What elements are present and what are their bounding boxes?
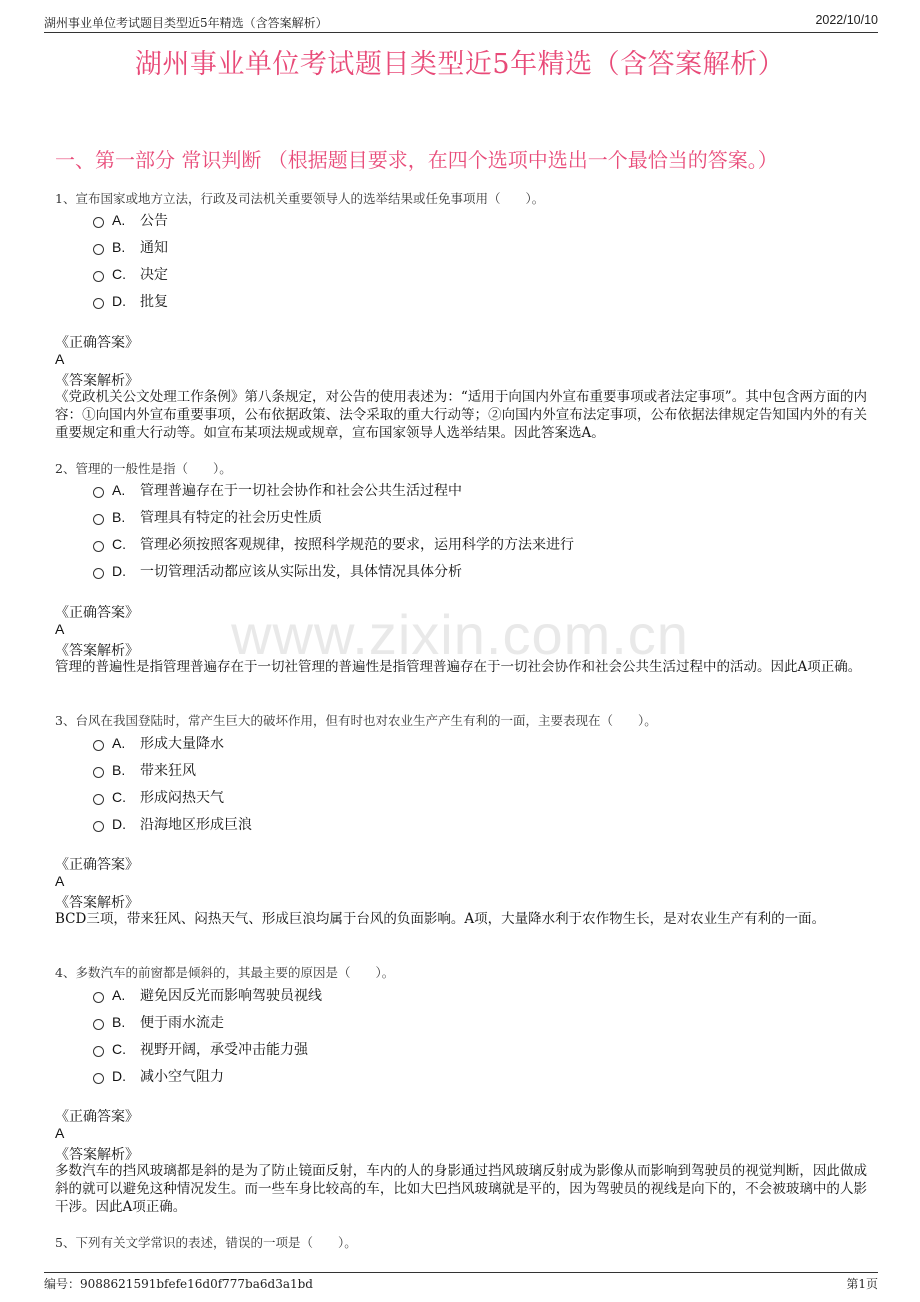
option-item[interactable]: [93, 1039, 308, 1059]
radio-icon[interactable]: [93, 992, 104, 1003]
option-item[interactable]: [93, 237, 168, 257]
option-item[interactable]: [93, 760, 196, 780]
option-text: 一切管理活动都应该从实际出发，具体情况具体分析: [140, 564, 462, 580]
question-stem: 1、宣布国家或地方立法，行政及司法机关重要领导人的选举结果或任免事项用（ ）。: [55, 191, 545, 206]
question-stem: 4、多数汽车的前窗都是倾斜的，其最主要的原因是（ ）。: [55, 965, 395, 980]
option-text: 带来狂风: [140, 763, 196, 779]
radio-icon[interactable]: [93, 541, 104, 552]
option-letter: C.: [112, 266, 126, 282]
option-text: 决定: [140, 267, 168, 283]
option-text: 视野开阔，承受冲击能力强: [140, 1042, 308, 1058]
answer-label: 《正确答案》: [55, 1109, 139, 1125]
option-item[interactable]: [93, 814, 252, 834]
option-item[interactable]: [93, 1066, 224, 1086]
option-item[interactable]: [93, 787, 224, 807]
radio-icon[interactable]: [93, 821, 104, 832]
option-text: 沿海地区形成巨浪: [140, 817, 252, 833]
radio-icon[interactable]: [93, 1073, 104, 1084]
footer-doc-code: 编号：9088621591bfefe16d0f777ba6d3a1bd: [44, 1277, 313, 1291]
explanation-text: BCD三项，带来狂风、闷热天气、形成巨浪均属于台风的负面影响。A项，大量降水利于农作物生长，是对农业生产有利的一面。: [55, 911, 826, 927]
answer-label: 《正确答案》: [55, 335, 139, 351]
option-letter: A.: [112, 987, 126, 1003]
option-text: 便于雨水流走: [140, 1015, 224, 1031]
option-letter: D.: [112, 563, 126, 579]
option-text: 管理普遍存在于一切社会协作和社会公共生活过程中: [140, 483, 462, 499]
option-item[interactable]: [93, 561, 462, 581]
option-item[interactable]: [93, 264, 168, 284]
answer-value: A: [55, 1125, 65, 1141]
explanation-label: 《答案解析》: [55, 373, 139, 389]
answer-value: A: [55, 621, 65, 637]
answer-value: A: [55, 351, 65, 367]
header-date: 2022/10/10: [815, 13, 878, 27]
radio-icon[interactable]: [93, 514, 104, 525]
question-stem: 5、下列有关文学常识的表述，错误的一项是（ ）。: [55, 1235, 357, 1250]
explanation-label: 《答案解析》: [55, 895, 139, 911]
option-item[interactable]: [93, 534, 574, 554]
option-text: 减小空气阻力: [140, 1069, 224, 1085]
option-letter: B.: [112, 762, 126, 778]
option-letter: A.: [112, 212, 126, 228]
option-letter: B.: [112, 509, 126, 525]
option-text: 管理具有特定的社会历史性质: [140, 510, 322, 526]
radio-icon[interactable]: [93, 298, 104, 309]
option-item[interactable]: [93, 507, 322, 527]
radio-icon[interactable]: [93, 767, 104, 778]
option-letter: A.: [112, 735, 126, 751]
explanation-label: 《答案解析》: [55, 1147, 139, 1163]
watermark: www.zixin.com.cn: [231, 603, 689, 666]
option-text: 避免因反光而影响驾驶员视线: [140, 988, 322, 1004]
page-footer: [44, 1272, 878, 1293]
answer-value: A: [55, 873, 65, 889]
radio-icon[interactable]: [93, 271, 104, 282]
option-letter: C.: [112, 789, 126, 805]
option-letter: D.: [112, 1068, 126, 1084]
option-item[interactable]: [93, 210, 168, 230]
radio-icon[interactable]: [93, 740, 104, 751]
radio-icon[interactable]: [93, 487, 104, 498]
option-letter: D.: [112, 293, 126, 309]
radio-icon[interactable]: [93, 1019, 104, 1030]
option-text: 形成大量降水: [140, 736, 224, 752]
answer-label: 《正确答案》: [55, 857, 139, 873]
radio-icon[interactable]: [93, 568, 104, 579]
option-letter: B.: [112, 239, 126, 255]
option-item[interactable]: [93, 985, 322, 1005]
explanation-text: 管理的普遍性是指管理普遍存在于一切社管理的普遍性是指管理普遍存在于一切社会协作和社会公共生活过程中的活动。因此A项正确。: [55, 659, 862, 675]
question-stem: 3、台风在我国登陆时，常产生巨大的破坏作用，但有时也对农业生产产生有利的一面，主要表现在（ ）。: [55, 713, 657, 728]
radio-icon[interactable]: [93, 217, 104, 228]
question-stem: 2、管理的一般性是指（ ）。: [55, 461, 232, 476]
radio-icon[interactable]: [93, 1046, 104, 1057]
radio-icon[interactable]: [93, 794, 104, 805]
option-letter: A.: [112, 482, 126, 498]
option-text: 公告: [140, 213, 168, 229]
header-doc-title: 湖州事业单位考试题目类型近5年精选（含答案解析）: [44, 16, 328, 30]
explanation-text: 《党政机关公文处理工作条例》第八条规定，对公告的使用表述为：“适用于向国内外宣布重要事项或者法定事项”。其中包含两方面的内容：①向国内外宣布重要事项，公布依据政策、法令采取的重大行动等；②向国内外宣布法定事项，公布依据法律规定告知国内外的有关重要规定和重大行动等。如宣布某项法规或规章，宣布国家领导人选举结果。因此答案选A。: [55, 389, 867, 441]
option-letter: C.: [112, 536, 126, 552]
option-text: 管理必须按照客观规律，按照科学规范的要求，运用科学的方法来进行: [140, 537, 574, 553]
option-text: 批复: [140, 294, 168, 310]
option-letter: B.: [112, 1014, 126, 1030]
option-item[interactable]: [93, 1012, 224, 1032]
radio-icon[interactable]: [93, 244, 104, 255]
option-letter: C.: [112, 1041, 126, 1057]
option-letter: D.: [112, 816, 126, 832]
explanation-label: 《答案解析》: [55, 643, 139, 659]
option-text: 通知: [140, 240, 168, 256]
footer-page-number: 第1页: [846, 1277, 878, 1291]
option-item[interactable]: [93, 480, 462, 500]
option-text: 形成闷热天气: [140, 790, 224, 806]
option-item[interactable]: [93, 733, 224, 753]
section-heading: 一、第一部分 常识判断 （根据题目要求，在四个选项中选出一个最恰当的答案。）: [55, 148, 778, 172]
page-header: [44, 12, 878, 33]
option-item[interactable]: [93, 291, 168, 311]
document-title: 湖州事业单位考试题目类型近5年精选（含答案解析）: [134, 49, 786, 80]
answer-label: 《正确答案》: [55, 605, 139, 621]
explanation-text: 多数汽车的挡风玻璃都是斜的是为了防止镜面反射，车内的人的身影通过挡风玻璃反射成为影像从而影响到驾驶员的视觉判断，因此做成斜的就可以避免这种情况发生。而一些车身比较高的车，比如大巴挡风玻璃就是平的，因为驾驶员的视线是向下的，不会被玻璃中的人影干涉。因此A项正确。: [55, 1163, 867, 1215]
